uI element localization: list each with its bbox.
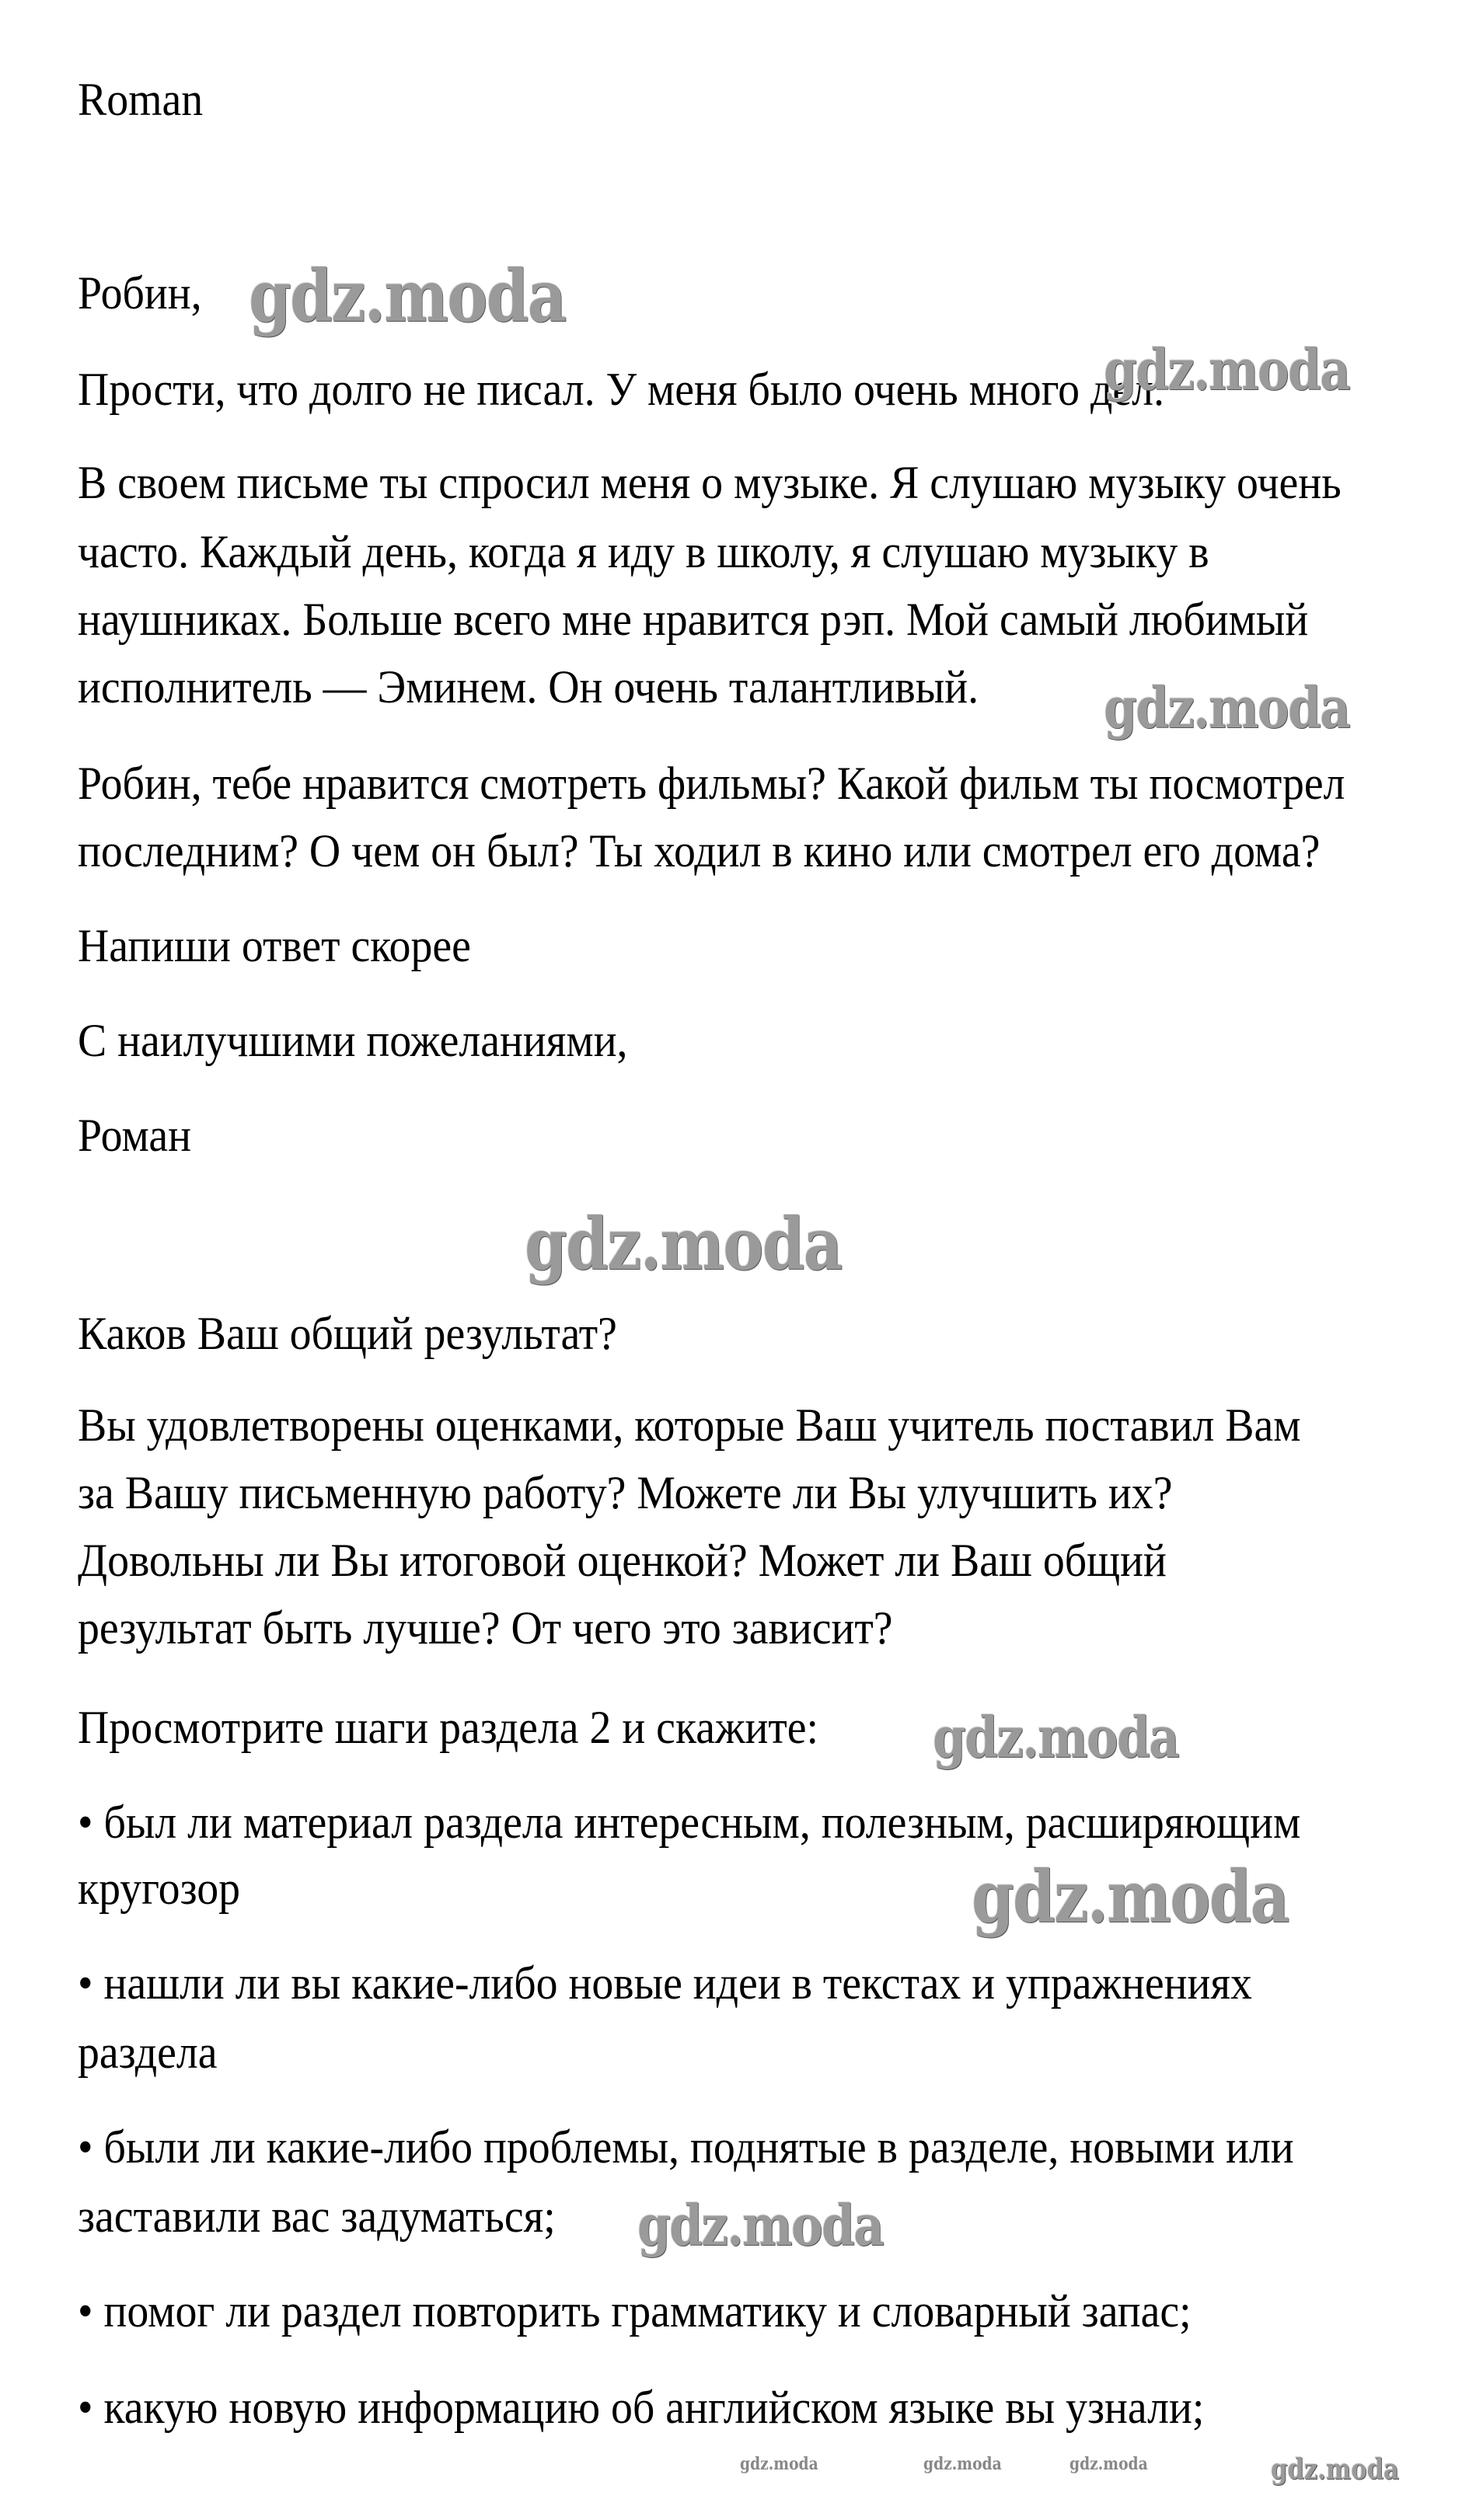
paragraph-line: результат быть лучше? От чего это зависит? [78,1602,893,1654]
watermark: gdz.moda [740,2454,818,2474]
letter-closing-line: С наилучшими пожеланиями, [78,1015,628,1066]
letter-greeting: Робин, [78,267,202,319]
watermark: gdz.moda [1104,336,1350,403]
bullet-item-line: • нашли ли вы какие-либо новые идеи в текстах и упражнениях [78,1957,1252,2009]
bullet-item-line: раздела [78,2027,218,2078]
bullet-item-line: • был ли материал раздела интересным, полезным, расширяющим [78,1797,1301,1848]
paragraph-line: Просмотрите шаги раздела 2 и скажите: [78,1702,819,1753]
letter-paragraph-line: наушниках. Больше всего мне нравится рэп. Мой самый любимый [78,594,1309,645]
bullet-item-line: кругозор [78,1863,241,1914]
paragraph-line: за Вашу письменную работу? Можете ли Вы улучшить их? [78,1467,1173,1518]
bullet-item-line: заставили вас задуматься; [78,2191,556,2242]
signature-line-english: Roman [78,74,204,125]
section-heading: Каков Ваш общий результат? [78,1308,617,1359]
paragraph-line: Довольны ли Вы итоговой оценкой? Может ли Ваш общий [78,1535,1167,1586]
letter-paragraph-line: последним? О чем он был? Ты ходил в кино или смотрел его дома? [78,825,1321,877]
watermark: gdz.moda [972,1855,1289,1939]
bullet-item-line: • помог ли раздел повторить грамматику и словарный запас; [78,2285,1192,2337]
letter-paragraph-line: Прости, что долго не писал. У меня было очень много дел. [78,364,1164,415]
letter-paragraph-line: Робин, тебе нравится смотреть фильмы? Какой фильм ты посмотрел [78,758,1345,809]
watermark: gdz.moda [923,2454,1002,2474]
letter-paragraph-line: часто. Каждый день, когда я иду в школу, я слушаю музыку в [78,526,1209,577]
watermark: gdz.moda [1069,2454,1148,2474]
watermark: gdz.moda [249,254,566,338]
letter-paragraph-line: В своем письме ты спросил меня о музыке. Я слушаю музыку очень [78,457,1342,508]
watermark: gdz.moda [933,1704,1179,1770]
watermark: gdz.moda [1271,2453,1399,2486]
watermark: gdz.moda [525,1202,842,1286]
watermark: gdz.moda [1104,674,1350,741]
paragraph-line: Вы удовлетворены оценками, которые Ваш учитель поставил Вам [78,1399,1301,1451]
bullet-item-line: • какую новую информацию об английском языке вы узнали; [78,2382,1205,2433]
letter-signature: Роман [78,1110,192,1161]
letter-closing-line: Напиши ответ скорее [78,920,471,971]
bullet-item-line: • были ли какие-либо проблемы, поднятые в разделе, новыми или [78,2121,1294,2173]
letter-paragraph-line: исполнитель — Эминем. Он очень талантливый. [78,661,979,713]
watermark: gdz.moda [637,2192,884,2258]
